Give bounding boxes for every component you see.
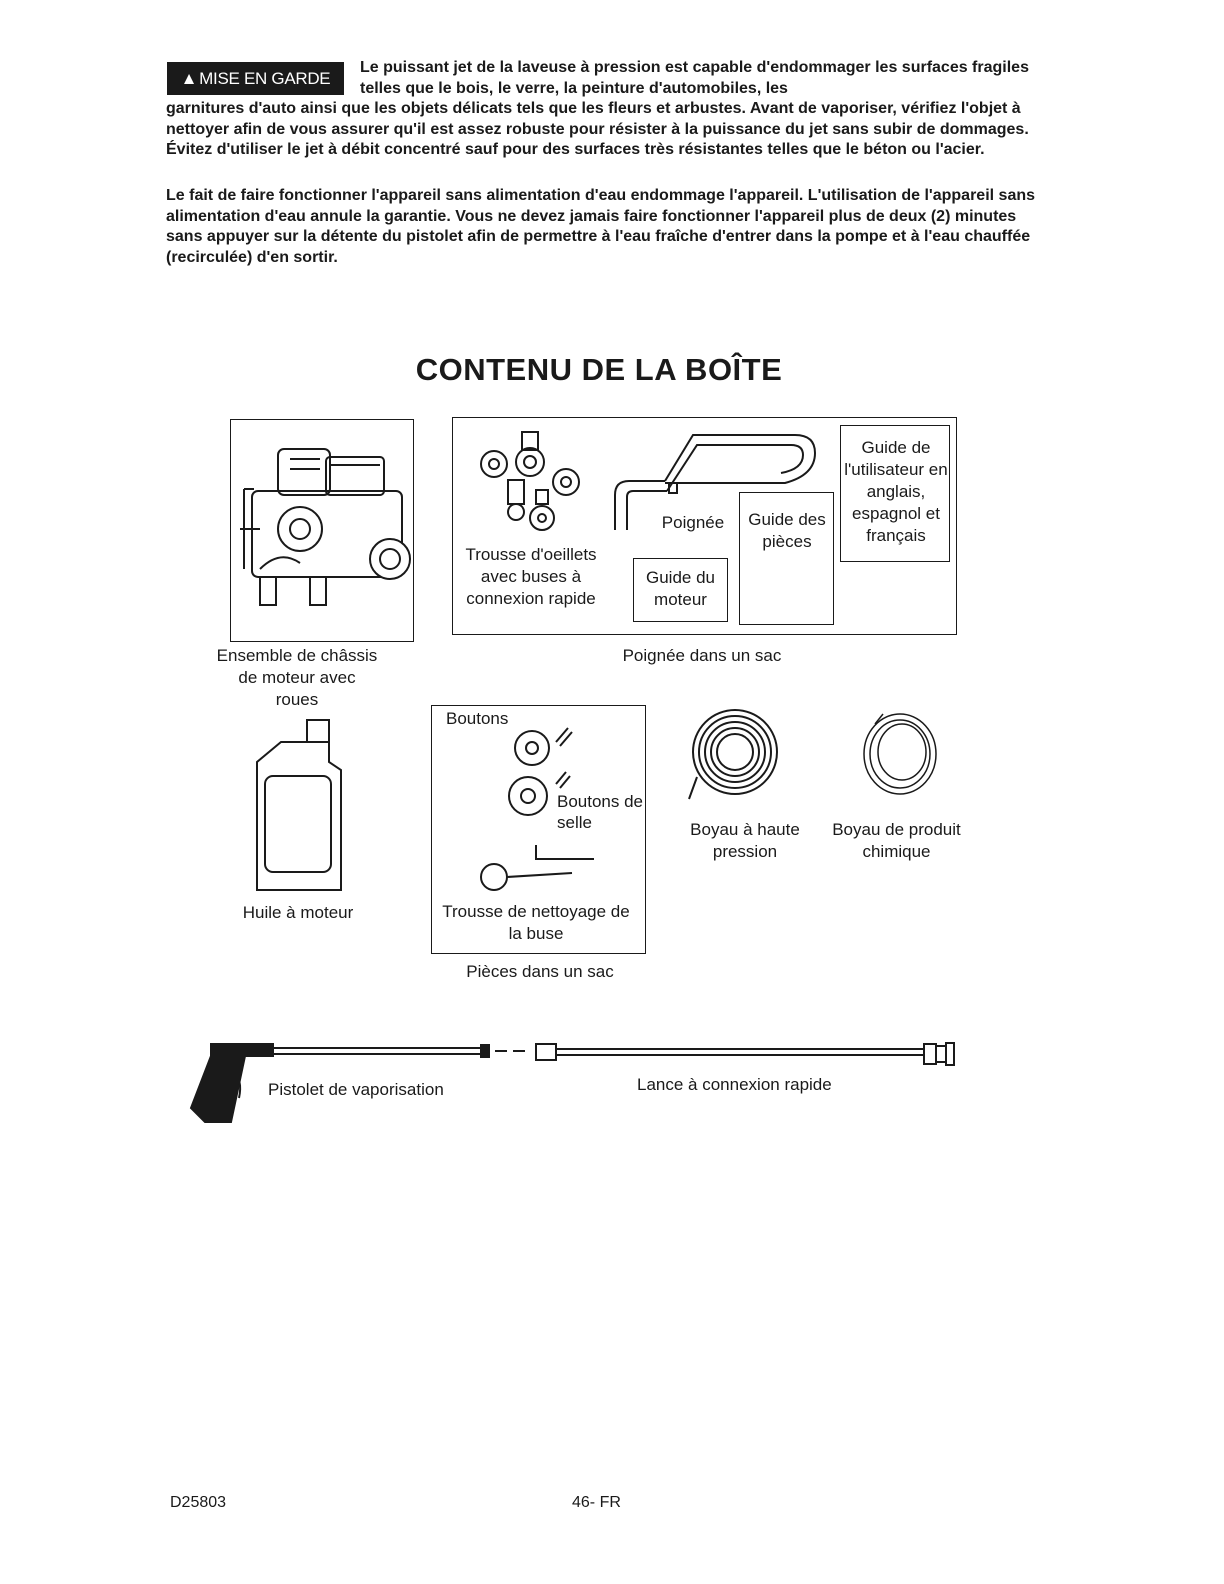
warning-badge [167, 62, 344, 95]
user-guide-label: Guide de l'utilisateur en anglais, espagnol et français [844, 438, 948, 545]
document-code: D25803 [170, 1494, 227, 1511]
warning-paragraph-2: Le fait de faire fonctionner l'appareil sans alimentation d'eau endommage l'appareil. L'utilisation de l'appareil sans alimentation d'eau annule la garantie. Vous ne devez jamais faire fonctionner l'appareil plus de deux (2) minutes sans appuyer sur la détente du pistolet afin de permettre à l'eau fraîche d'entrer dans la pompe et à l'eau chauffée (recirculée) d'en sortir. [166, 187, 1036, 266]
oil-label: Huile à moteur [242, 903, 354, 922]
parts-guide-label: Guide des pièces [748, 510, 826, 551]
hp-hose-label: Boyau à haute pression [690, 820, 800, 861]
nozzle-cleaner-illustration [478, 843, 598, 893]
frame-label: Ensemble de châssis de moteur avec roues [216, 646, 378, 709]
nozzle-kit-label: Trousse d'oeillets avec buses à connexion rapide [465, 545, 597, 608]
handle-bag-label: Poignée dans un sac [622, 646, 782, 665]
high-pressure-hose-illustration [685, 707, 785, 807]
saddle-knobs-label: Boutons de selle [557, 792, 644, 832]
spray-gun-label: Pistolet de vaporisation [268, 1080, 444, 1099]
engine-guide-label: Guide du moteur [646, 568, 715, 609]
warning-paragraph-1-rest: garnitures d'auto ainsi que les objets délicats tels que les fleurs et arbustes. Avant de vaporiser, vérifiez l'objet à nettoyer afin de vous assurer qu'il est assez robuste pour résister à la puissance du jet sans subir de dommages. Évitez d'utiliser le jet à débit concentré sauf pour des surfaces très résistantes telles que le béton ou l'acier. [166, 100, 1029, 159]
warning-triangle-icon: ▲ [180, 69, 198, 88]
chem-hose-label: Boyau de produit chimique [832, 820, 961, 861]
pressure-washer-illustration [230, 419, 414, 642]
page-number: 46- FR [572, 1494, 621, 1511]
handle-label: Poignée [661, 513, 725, 532]
lance-label: Lance à connexion rapide [637, 1075, 832, 1094]
knobs-label: Boutons [446, 709, 509, 728]
parts-bag-label: Pièces dans un sac [466, 962, 614, 981]
nozzle-kit-illustration [470, 422, 600, 542]
oil-bottle-illustration [255, 718, 345, 893]
warning-paragraph-1-start: Le puissant jet de la laveuse à pression est capable d'endommager les surfaces fragiles telles que le bois, le verre, la peinture d'automobiles, les [360, 59, 1029, 97]
warning-badge-label: MISE EN GARDE [199, 69, 331, 88]
quick-connect-wand-illustration [530, 1040, 960, 1070]
cleaning-kit-label: Trousse de nettoyage de la buse [442, 902, 630, 943]
chemical-hose-illustration [855, 710, 950, 805]
section-title: CONTENU DE LA BOÎTE [415, 352, 783, 387]
